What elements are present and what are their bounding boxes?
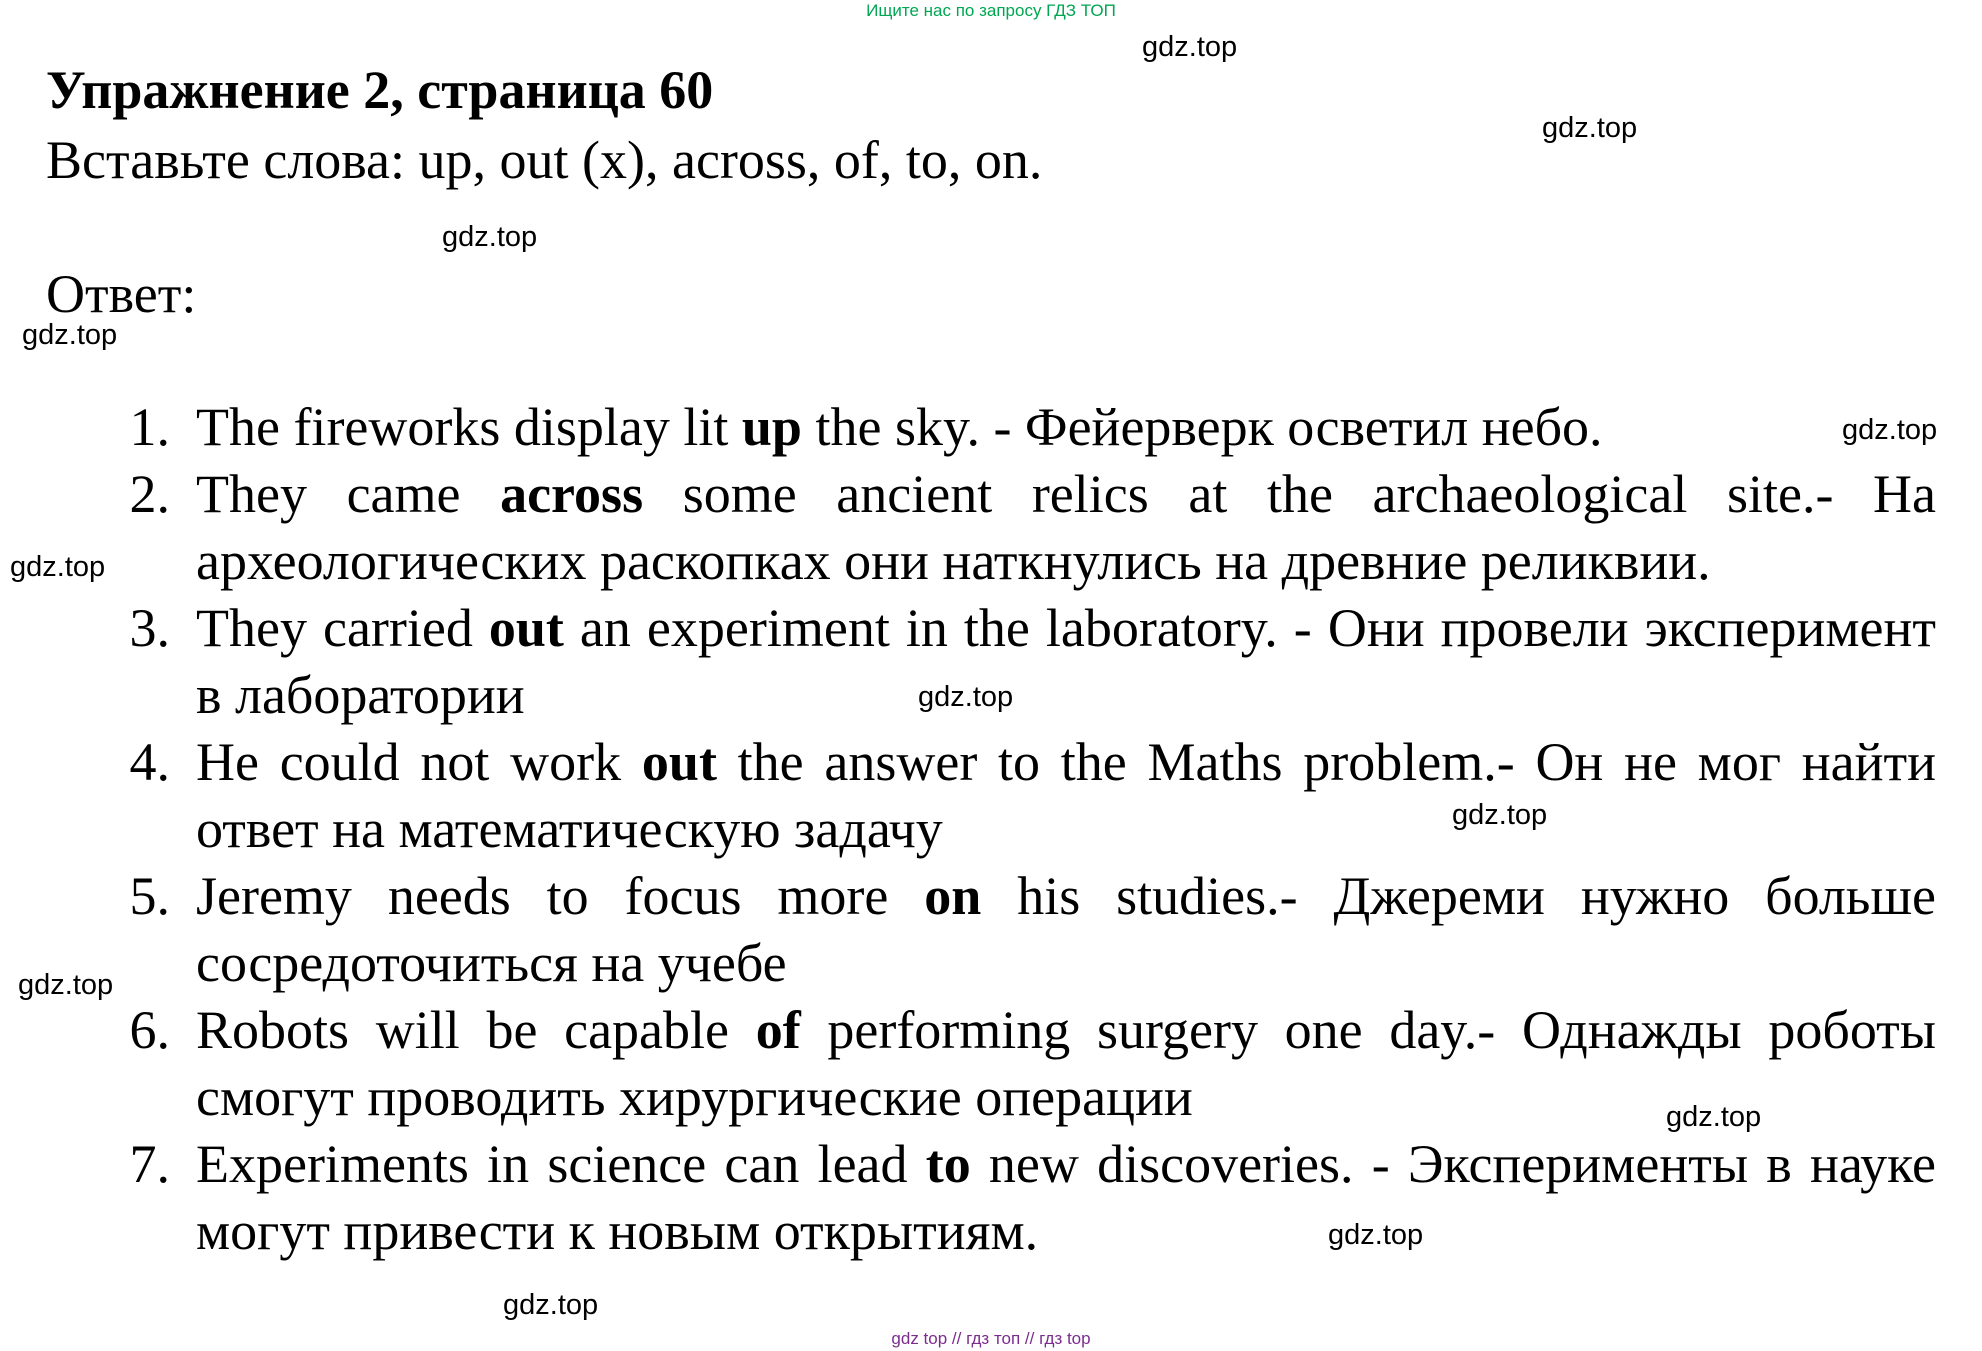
answer-text-after: his studies.- Джереми нужно больше сосредоточиться на учебе (196, 866, 1936, 993)
answer-number: 3. (129, 598, 170, 658)
answer-inserted-word: up (741, 397, 802, 457)
answer-text-after: new discoveries. - Эксперименты в науке могут привести к новым открытиям. (196, 1134, 1936, 1261)
watermark: gdz.top (503, 1289, 599, 1321)
answer-list (0, 394, 1982, 1265)
watermark: gdz.top (1452, 799, 1548, 831)
answer-text-before: The fireworks display lit (196, 397, 742, 457)
answer-item (0, 863, 1936, 997)
exercise-heading: Упражнение 2, страница 60 (46, 60, 714, 120)
answer-number: 2. (129, 464, 170, 524)
answer-item (0, 1131, 1936, 1265)
answer-text-before: They carried (196, 598, 489, 658)
answer-text-after: some ancient relics at the archaeological site.- На археологических раскопках они наткнулись на древние реликвии. (196, 464, 1937, 591)
top-banner: Ищите нас по запросу ГДЗ ТОП (866, 1, 1116, 20)
answer-number: 5. (129, 866, 170, 926)
answer-text-before: Robots will be capable (196, 1000, 756, 1060)
answer-item (0, 997, 1936, 1131)
answer-number: 1. (129, 397, 170, 457)
watermark: gdz.top (22, 319, 118, 351)
watermark: gdz.top (10, 551, 106, 583)
answer-text-before: He could not work (196, 732, 642, 792)
answer-text-after: the answer to the Maths problem.- Он не мог найти ответ на математическую задачу (196, 732, 1937, 859)
footer-banner: gdz top // гдз топ // гдз top (891, 1329, 1091, 1348)
answer-item (0, 729, 1936, 863)
answer-text-after: performing surgery one day.- Однажды роботы смогут проводить хирургические операции (196, 1000, 1937, 1127)
answer-item (0, 394, 1936, 461)
answer-inserted-word: out (641, 732, 717, 792)
watermark: gdz.top (1666, 1101, 1762, 1133)
watermark: gdz.top (1542, 112, 1638, 144)
watermark: gdz.top (1142, 31, 1238, 63)
answer-text-after: an experiment in the laboratory. - Они провели эксперимент в лаборатории (196, 598, 1937, 725)
answer-inserted-word: of (755, 1000, 801, 1060)
answer-text-before: They came (196, 464, 501, 524)
watermark: gdz.top (1328, 1219, 1424, 1251)
answer-item (0, 461, 1936, 595)
answer-inserted-word: to (925, 1134, 971, 1194)
answer-label: Ответ: (46, 264, 197, 324)
watermark: gdz.top (918, 681, 1014, 713)
answer-inserted-word: out (488, 598, 564, 658)
answer-text-before: Jeremy needs to focus more (196, 866, 925, 926)
watermark: gdz.top (1842, 414, 1938, 446)
exercise-instruction: Вставьте слова: up, out (x), across, of, to, on. (46, 130, 1043, 190)
watermark: gdz.top (442, 221, 538, 253)
answer-number: 7. (129, 1134, 170, 1194)
answer-text-after: the sky. - Фейерверк осветил небо. (801, 397, 1603, 457)
answer-number: 6. (129, 1000, 170, 1060)
answer-number: 4. (129, 732, 170, 792)
answer-inserted-word: on (924, 866, 982, 926)
answer-text-before: Experiments in science can lead (196, 1134, 926, 1194)
answer-inserted-word: across (500, 464, 644, 524)
watermark: gdz.top (18, 969, 114, 1001)
